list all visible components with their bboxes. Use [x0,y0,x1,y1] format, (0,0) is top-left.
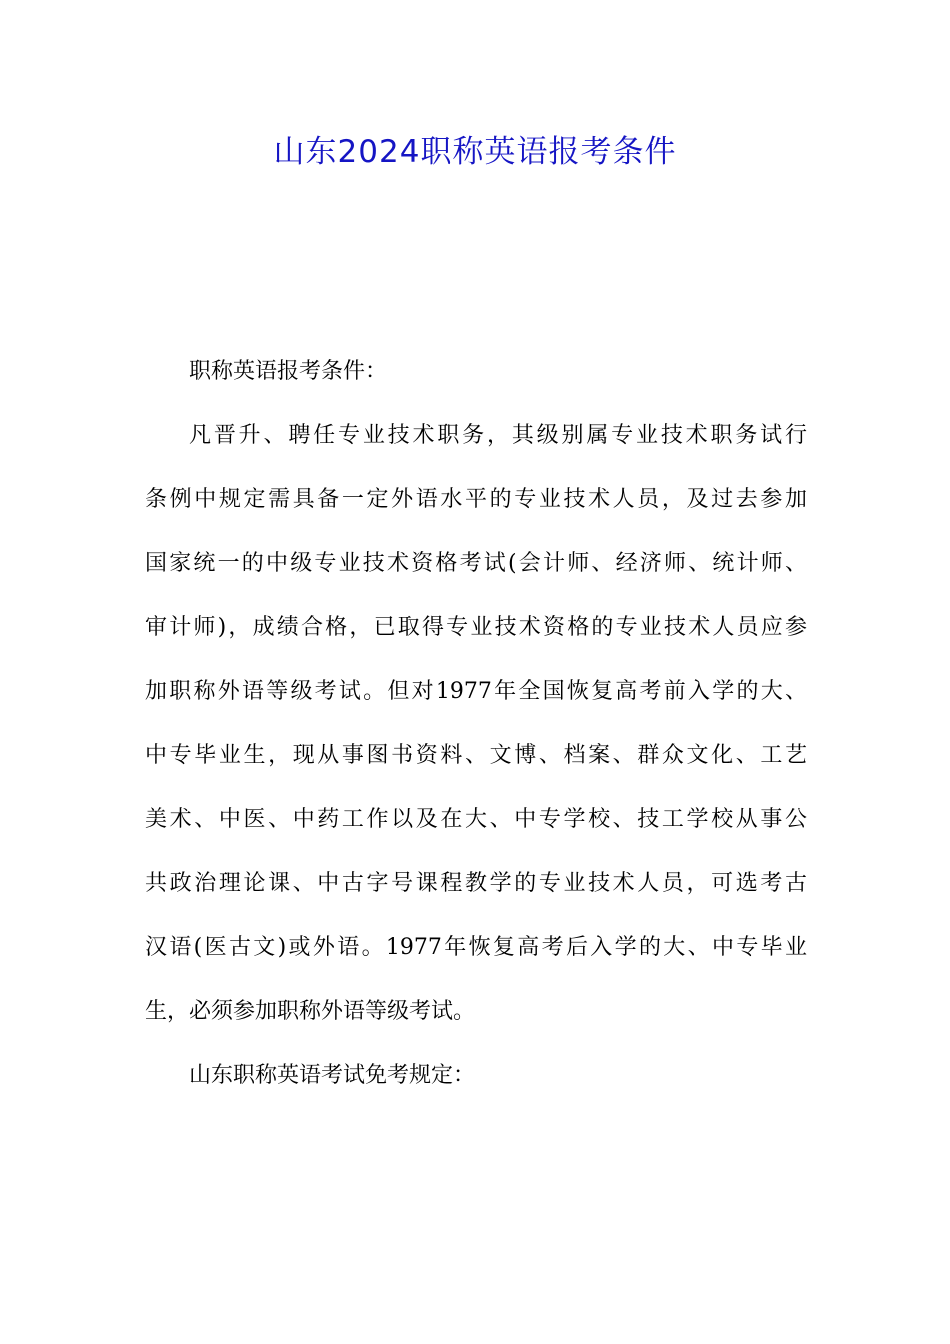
paragraph-line: 条例中规定需具备一定外语水平的专业技术人员，及过去参加 [145,487,807,512]
paragraph-line: 审计师)，成绩合格，已取得专业技术资格的专业技术人员应参 [145,615,807,640]
paragraph-line: 国家统一的中级专业技术资格考试(会计师、经济师、统计师、 [145,551,807,576]
paragraph-conditions [145,404,807,1044]
paragraph-line: 生，必须参加职称外语等级考试。 [145,999,476,1024]
heading-exemption-rules: 山东职称英语考试免考规定： [189,1063,476,1088]
paragraph-line: 加职称外语等级考试。但对1977年全国恢复高考前入学的大、 [145,679,807,704]
paragraph-line: 共政治理论课、中古字号课程教学的专业技术人员，可选考古 [145,871,807,896]
heading-exam-conditions: 职称英语报考条件： [189,359,388,384]
paragraph-line: 美术、中医、中药工作以及在大、中专学校、技工学校从事公 [145,807,807,832]
paragraph-line: 凡晋升、聘任专业技术职务，其级别属专业技术职务试行 [189,423,807,448]
document-title: 山东2024职称英语报考条件 [273,134,677,170]
document-body [145,340,807,1108]
paragraph-line: 汉语(医古文)或外语。1977年恢复高考后入学的大、中专毕业 [145,935,807,960]
paragraph-line: 中专毕业生，现从事图书资料、文博、档案、群众文化、工艺 [145,743,807,768]
